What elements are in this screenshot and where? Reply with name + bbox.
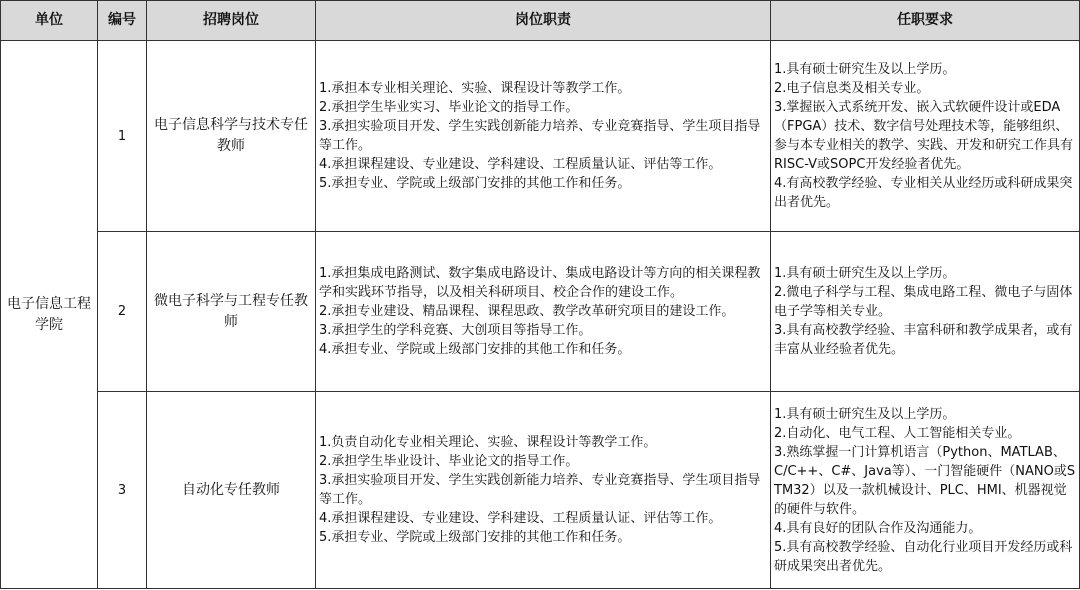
- requirement-item: 3.具有高校教学经验、丰富科研和教学成果者，或有丰富从业经验者优先。: [774, 323, 1073, 357]
- requirement-item: 4.具有良好的团队合作及沟通能力。: [774, 520, 982, 536]
- duty-item: 2.承担专业建设、精品课程、课程思政、教学改革研究项目的建设工作。: [319, 304, 735, 319]
- duty-item: 4.承担专业、学院或上级部门安排的其他工作和任务。: [319, 342, 631, 357]
- duties-cell: [316, 41, 771, 232]
- row-number: 1: [98, 41, 147, 232]
- duty-item: 2.承担学生毕业设计、毕业论文的指导工作。: [319, 454, 579, 469]
- duty-item: 1.承担集成电路测试、数字集成电路设计、集成电路设计等方向的相关课程教学和实践环节指导，以及相关科研项目、校企合作的建设工作。: [319, 266, 761, 300]
- duty-item: 3.承担实验项目开发、学生实践创新能力培养、专业竞赛指导、学生项目指导等工作。: [319, 119, 761, 153]
- header-unit: 单位: [1, 1, 98, 41]
- table-row: [1, 392, 1080, 589]
- duty-item: 1.承担本专业相关理论、实验、课程设计等教学工作。: [319, 81, 631, 96]
- requirement-item: 2.电子信息类及相关专业。: [774, 81, 930, 96]
- requirement-item: 1.具有硕士研究生及以上学历。: [774, 266, 956, 281]
- requirement-item: 1.具有硕士研究生及以上学历。: [774, 62, 956, 77]
- row-number: 2: [98, 232, 147, 392]
- requirement-item: 5.具有高校教学经验、自动化行业项目开发经历或科研成果突出者优先。: [774, 539, 1073, 574]
- header-number: 编号: [98, 1, 147, 41]
- duty-item: 4.承担课程建设、专业建设、学科建设、工程质量认证、评估等工作。: [319, 511, 722, 526]
- duty-item: 2.承担学生毕业实习、毕业论文的指导工作。: [319, 100, 579, 115]
- requirement-item: 3.掌握嵌入式系统开发、嵌入式软硬件设计或EDA（FPGA）技术、数字信号处理技术等，能够组织、参与本专业相关的教学、实践、开发和研究工作具有RISC-V或SOPC开发经验者优先。: [774, 100, 1074, 172]
- table-row: [1, 41, 1080, 232]
- header-row: [1, 1, 1080, 41]
- requirement-item: 4.有高校教学经验、专业相关从业经历或科研成果突出者优先。: [774, 176, 1073, 210]
- requirement-item: 2.微电子科学与工程、集成电路工程、微电子与固体电子学等相关专业。: [774, 285, 1073, 319]
- requirements-cell: [771, 392, 1080, 589]
- duty-item: 3.承担实验项目开发、学生实践创新能力培养、专业竞赛指导、学生项目指导等工作。: [319, 473, 761, 507]
- position-cell: 自动化专任教师: [147, 392, 316, 589]
- requirement-item: 3.熟练掌握一门计算机语言（Python、MATLAB、C/C++、C#、Java等）、一门智能硬件（NANO或STM32）以及一款机械设计、PLC、HMI、机器视觉的硬件与软件。: [774, 444, 1076, 517]
- duty-item: 5.承担专业、学院或上级部门安排的其他工作和任务。: [319, 176, 631, 191]
- requirements-cell: [771, 232, 1080, 392]
- position-cell: 电子信息科学与技术专任教师: [147, 41, 316, 232]
- requirement-item: 1.具有硕士研究生及以上学历。: [774, 406, 956, 422]
- unit-cell: 电子信息工程学院: [1, 41, 98, 589]
- position-cell: 微电子科学与工程专任教师: [147, 232, 316, 392]
- duty-item: 1.负责自动化专业相关理论、实验、课程设计等教学工作。: [319, 435, 657, 450]
- duty-item: 3.承担学生的学科竞赛、大创项目等指导工作。: [319, 323, 592, 338]
- duty-item: 4.承担课程建设、专业建设、学科建设、工程质量认证、评估等工作。: [319, 157, 722, 172]
- duties-cell: [316, 232, 771, 392]
- row-number: 3: [98, 392, 147, 589]
- duty-item: 5.承担专业、学院或上级部门安排的其他工作和任务。: [319, 530, 631, 545]
- header-requirements: 任职要求: [771, 1, 1080, 41]
- requirement-item: 2.自动化、电气工程、人工智能相关专业。: [774, 425, 1021, 441]
- header-duties: 岗位职责: [316, 1, 771, 41]
- header-position: 招聘岗位: [147, 1, 316, 41]
- requirements-cell: [771, 41, 1080, 232]
- table-row: [1, 232, 1080, 392]
- duties-cell: [316, 392, 771, 589]
